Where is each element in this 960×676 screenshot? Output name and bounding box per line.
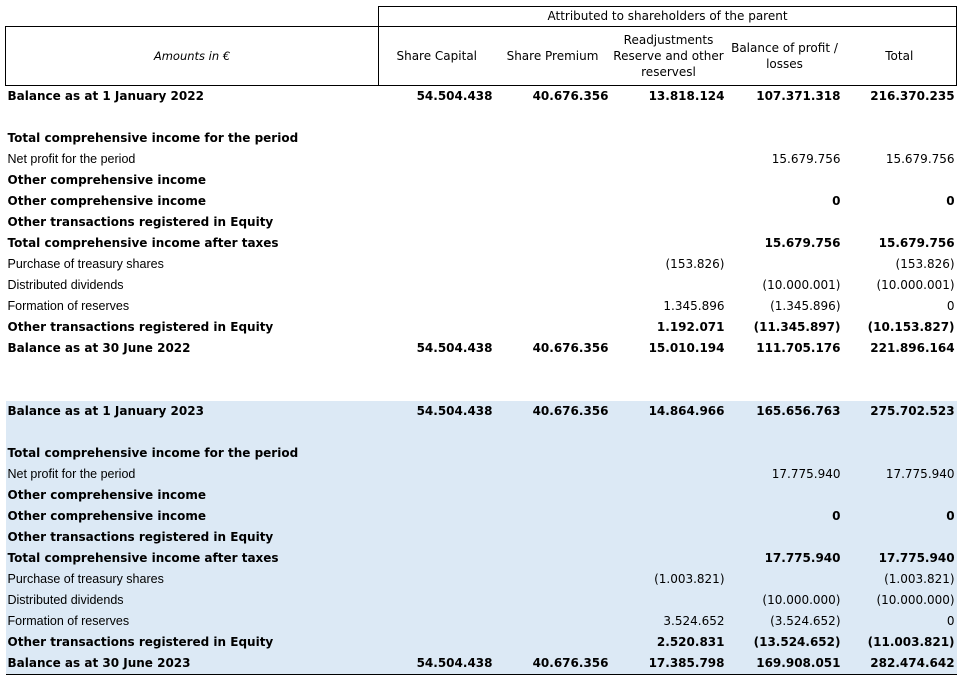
cell-total: (1.003.821) — [843, 569, 957, 590]
cell-share-premium — [495, 611, 611, 632]
cell-total: (10.000.001) — [876, 278, 955, 292]
cell-total: 0 — [843, 611, 957, 632]
cell-balance-profit-losses: (10.000.001) — [762, 278, 841, 292]
cell-share-capital — [379, 149, 495, 170]
cell-balance-profit-losses — [727, 254, 843, 275]
row-label: Other comprehensive income — [7, 173, 206, 187]
cell-share-capital — [379, 548, 495, 569]
cell-readjustments-reserve — [611, 170, 727, 191]
cell-share-capital — [379, 422, 495, 443]
table-row — [6, 149, 957, 170]
cell-total — [843, 422, 957, 443]
row-label — [6, 422, 379, 443]
row-label: Balance as at 30 June 2023 — [6, 653, 379, 675]
table-row — [6, 527, 957, 548]
cell-share-capital — [379, 527, 495, 548]
cell-share-capital: 54.504.438 — [379, 653, 495, 675]
cell-readjustments-reserve — [611, 590, 727, 611]
row-label — [6, 380, 379, 401]
cell-balance-profit-losses — [727, 359, 843, 380]
table-row — [6, 485, 957, 506]
cell-balance-profit-losses — [727, 443, 843, 464]
table-row — [6, 380, 957, 401]
table-row — [6, 359, 957, 380]
cell-share-capital: 54.504.438 — [379, 401, 495, 422]
cell-share-capital — [379, 212, 495, 233]
cell-readjustments-reserve — [611, 443, 727, 464]
cell-total: 15.679.756 — [885, 152, 955, 166]
cell-total: 15.679.756 — [878, 236, 955, 250]
cell-balance-profit-losses: 17.775.940 — [727, 464, 843, 485]
cell-readjustments-reserve — [611, 527, 727, 548]
cell-total: 0 — [946, 194, 955, 208]
row-label: Net profit for the period — [7, 152, 136, 166]
cell-total: (10.000.000) — [843, 590, 957, 611]
row-label — [6, 107, 379, 128]
statement-of-changes-in-equity-table — [5, 6, 957, 675]
cell-total: (153.826) — [895, 257, 955, 271]
cell-balance-profit-losses: 17.775.940 — [727, 548, 843, 569]
cell-share-premium: 40.676.356 — [495, 401, 611, 422]
header-columns-row — [6, 27, 957, 86]
cell-share-capital — [379, 275, 495, 296]
cell-balance-profit-losses: 15.679.756 — [771, 152, 841, 166]
cell-readjustments-reserve — [611, 422, 727, 443]
row-label: Formation of reserves — [7, 299, 130, 313]
cell-balance-profit-losses — [727, 485, 843, 506]
col-balance-profit-losses: Balance of profit / losses — [727, 27, 843, 86]
cell-balance-profit-losses — [727, 128, 843, 149]
table-row — [6, 275, 957, 296]
cell-total: (11.003.821) — [843, 632, 957, 653]
row-label: Balance as at 30 June 2022 — [7, 341, 191, 355]
cell-balance-profit-losses: (10.000.000) — [727, 590, 843, 611]
cell-readjustments-reserve — [611, 233, 727, 254]
cell-share-premium — [495, 149, 611, 170]
cell-share-capital — [379, 254, 495, 275]
cell-share-capital — [379, 359, 495, 380]
table-row — [6, 569, 957, 590]
cell-total — [843, 359, 957, 380]
cell-share-capital — [379, 128, 495, 149]
row-label: Purchase of treasury shares — [6, 569, 379, 590]
cell-readjustments-reserve — [611, 359, 727, 380]
table-row — [6, 590, 957, 611]
cell-share-premium — [495, 569, 611, 590]
cell-balance-profit-losses: (11.345.897) — [753, 320, 841, 334]
cell-total: 17.775.940 — [843, 548, 957, 569]
table-body — [6, 86, 957, 675]
cell-total: (10.153.827) — [867, 320, 955, 334]
cell-total — [843, 107, 957, 128]
cell-share-capital — [379, 191, 495, 212]
cell-share-premium — [495, 107, 611, 128]
cell-share-premium — [495, 632, 611, 653]
table-row — [6, 611, 957, 632]
row-label: Other transactions registered in Equity — [7, 215, 274, 229]
cell-share-premium — [495, 233, 611, 254]
cell-readjustments-reserve: 14.864.966 — [611, 401, 727, 422]
cell-readjustments-reserve: 17.385.798 — [611, 653, 727, 675]
row-label: Total comprehensive income for the period — [7, 131, 299, 145]
col-share-capital: Share Capital — [379, 27, 495, 86]
cell-total: 282.474.642 — [843, 653, 957, 675]
cell-share-capital — [379, 380, 495, 401]
cell-total: 221.896.164 — [870, 341, 955, 355]
cell-total — [843, 170, 957, 191]
cell-share-premium: 40.676.356 — [532, 341, 609, 355]
cell-total: 0 — [946, 299, 955, 313]
cell-share-premium — [495, 128, 611, 149]
cell-readjustments-reserve — [611, 212, 727, 233]
row-label: Other comprehensive income — [6, 506, 379, 527]
cell-share-capital: 54.504.438 — [416, 89, 493, 103]
table-row — [6, 338, 957, 359]
cell-total: 0 — [843, 506, 957, 527]
table-row — [6, 401, 957, 422]
row-label: Other comprehensive income — [7, 194, 206, 208]
cell-balance-profit-losses — [727, 212, 843, 233]
cell-balance-profit-losses: 165.656.763 — [727, 401, 843, 422]
cell-share-capital — [379, 569, 495, 590]
cell-readjustments-reserve: 15.010.194 — [648, 341, 725, 355]
table-row — [6, 296, 957, 317]
col-readjustments-reserve: Readjustments Reserve and other reservesl — [611, 27, 727, 86]
table-row — [6, 443, 957, 464]
cell-share-capital — [379, 506, 495, 527]
cell-share-capital — [379, 296, 495, 317]
cell-share-premium — [495, 275, 611, 296]
cell-share-capital — [379, 233, 495, 254]
cell-total — [843, 443, 957, 464]
table-row — [6, 548, 957, 569]
cell-share-premium — [495, 422, 611, 443]
row-label: Distributed dividends — [7, 278, 124, 292]
group-header: Attributed to shareholders of the parent — [379, 7, 957, 27]
cell-total — [843, 485, 957, 506]
cell-share-capital — [379, 107, 495, 128]
cell-readjustments-reserve — [611, 380, 727, 401]
row-label: Total comprehensive income after taxes — [7, 236, 279, 250]
cell-balance-profit-losses: 111.705.176 — [756, 341, 841, 355]
cell-total: 17.775.940 — [843, 464, 957, 485]
table-row — [6, 653, 957, 675]
cell-readjustments-reserve: (1.003.821) — [611, 569, 727, 590]
row-label: Total comprehensive income after taxes — [6, 548, 379, 569]
row-label: Total comprehensive income for the period — [6, 443, 379, 464]
cell-readjustments-reserve — [611, 548, 727, 569]
cell-balance-profit-losses: 169.908.051 — [727, 653, 843, 675]
cell-readjustments-reserve: 1.192.071 — [656, 320, 725, 334]
table-row — [6, 233, 957, 254]
cell-balance-profit-losses: 15.679.756 — [764, 236, 841, 250]
row-label: Formation of reserves — [6, 611, 379, 632]
row-label: Other transactions registered in Equity — [7, 320, 274, 334]
cell-share-premium — [495, 191, 611, 212]
cell-share-capital — [379, 611, 495, 632]
cell-share-premium — [495, 443, 611, 464]
cell-balance-profit-losses: 0 — [832, 194, 841, 208]
cell-readjustments-reserve — [611, 275, 727, 296]
cell-readjustments-reserve: (153.826) — [665, 257, 725, 271]
cell-balance-profit-losses — [727, 107, 843, 128]
cell-share-premium — [495, 485, 611, 506]
row-label: Net profit for the period — [6, 464, 379, 485]
header-group-row — [6, 7, 957, 27]
cell-readjustments-reserve: 1.345.896 — [663, 299, 725, 313]
cell-readjustments-reserve — [611, 191, 727, 212]
cell-readjustments-reserve — [611, 128, 727, 149]
table-row — [6, 212, 957, 233]
header-corner-top — [6, 7, 379, 27]
col-total: Total — [843, 27, 957, 86]
cell-share-premium — [495, 548, 611, 569]
cell-balance-profit-losses: 107.371.318 — [756, 89, 841, 103]
cell-total: 216.370.235 — [870, 89, 955, 103]
table-row — [6, 506, 957, 527]
cell-readjustments-reserve — [611, 506, 727, 527]
row-label: Balance as at 1 January 2022 — [7, 89, 204, 103]
cell-share-premium — [495, 170, 611, 191]
cell-balance-profit-losses — [727, 527, 843, 548]
cell-share-capital — [379, 632, 495, 653]
cell-share-capital — [379, 485, 495, 506]
cell-share-premium — [495, 590, 611, 611]
cell-readjustments-reserve — [611, 107, 727, 128]
cell-share-premium: 40.676.356 — [532, 89, 609, 103]
cell-balance-profit-losses: (1.345.896) — [770, 299, 841, 313]
table-row — [6, 86, 957, 108]
cell-total: 275.702.523 — [843, 401, 957, 422]
table-row — [6, 191, 957, 212]
amounts-label: Amounts in € — [6, 27, 379, 86]
cell-share-capital — [379, 443, 495, 464]
cell-total — [843, 212, 957, 233]
table-row — [6, 128, 957, 149]
row-label: Other comprehensive income — [6, 485, 379, 506]
cell-share-premium — [495, 506, 611, 527]
cell-share-premium — [495, 464, 611, 485]
row-label: Distributed dividends — [6, 590, 379, 611]
table-row — [6, 107, 957, 128]
cell-readjustments-reserve — [611, 485, 727, 506]
cell-share-premium: 40.676.356 — [495, 653, 611, 675]
cell-readjustments-reserve: 3.524.652 — [611, 611, 727, 632]
table-row — [6, 317, 957, 338]
cell-total — [843, 527, 957, 548]
cell-share-capital — [379, 590, 495, 611]
cell-balance-profit-losses — [727, 569, 843, 590]
cell-balance-profit-losses — [727, 422, 843, 443]
cell-share-capital — [379, 317, 495, 338]
cell-share-capital — [379, 464, 495, 485]
cell-balance-profit-losses — [727, 170, 843, 191]
cell-readjustments-reserve: 2.520.831 — [611, 632, 727, 653]
cell-share-premium — [495, 527, 611, 548]
cell-readjustments-reserve — [611, 149, 727, 170]
cell-total — [843, 380, 957, 401]
cell-share-premium — [495, 296, 611, 317]
cell-balance-profit-losses — [727, 380, 843, 401]
row-label: Purchase of treasury shares — [7, 257, 164, 271]
row-label — [6, 359, 379, 380]
table-row — [6, 464, 957, 485]
row-label: Other transactions registered in Equity — [6, 527, 379, 548]
row-label: Other transactions registered in Equity — [6, 632, 379, 653]
table-row — [6, 170, 957, 191]
table-row — [6, 254, 957, 275]
cell-share-premium — [495, 359, 611, 380]
table-row — [6, 632, 957, 653]
cell-readjustments-reserve: 13.818.124 — [648, 89, 725, 103]
cell-share-premium — [495, 380, 611, 401]
cell-balance-profit-losses: (3.524.652) — [727, 611, 843, 632]
cell-readjustments-reserve — [611, 464, 727, 485]
cell-balance-profit-losses: 0 — [727, 506, 843, 527]
cell-share-premium — [495, 212, 611, 233]
cell-share-capital — [379, 170, 495, 191]
row-label: Balance as at 1 January 2023 — [6, 401, 379, 422]
table-row — [6, 422, 957, 443]
cell-balance-profit-losses: (13.524.652) — [727, 632, 843, 653]
col-share-premium: Share Premium — [495, 27, 611, 86]
cell-total — [843, 128, 957, 149]
cell-share-premium — [495, 254, 611, 275]
cell-share-capital: 54.504.438 — [416, 341, 493, 355]
cell-share-premium — [495, 317, 611, 338]
